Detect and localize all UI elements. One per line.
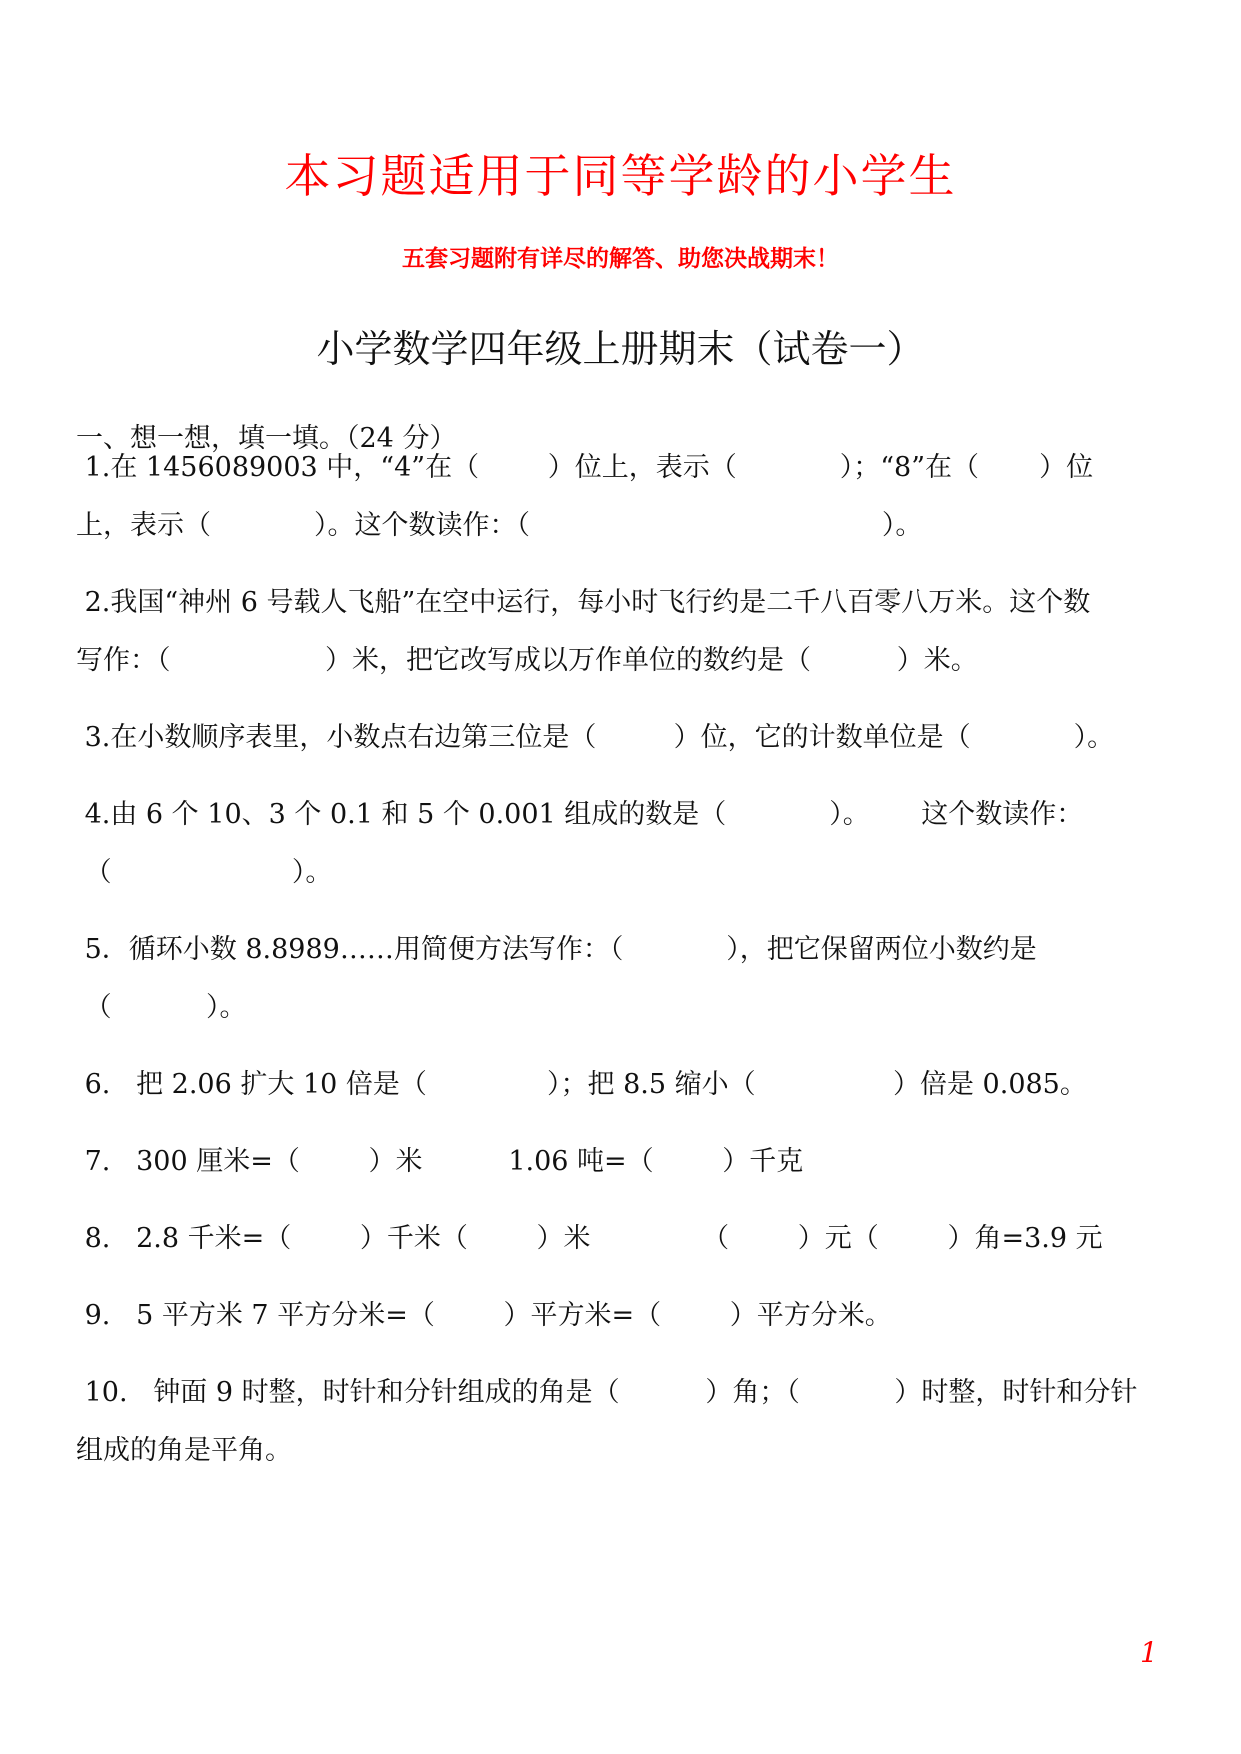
question-8-line-1: 8. 2.8 千米=（ ）千米（ ）米 （ ）元（ ）角=3.9 元 [76,1223,1103,1254]
question-5-line-1: 5．循环小数 8.8989……用简便方法写作：（ ），把它保留两位小数约是 [76,934,1037,965]
question-5-line-2: （ ）。 [76,992,247,1023]
exam-title: 小学数学四年级上册期末（试卷一） [316,327,925,371]
question-2-line-2: 写作：（ ）米，把它改写成以万作单位的数约是（ ）米。 [76,645,978,676]
question-1-line-2: 上，表示（ ）。这个数读作：（ ）。 [76,510,923,541]
page-number: 1 [1140,1636,1158,1669]
question-4-line-2: （ ）。 [76,857,333,888]
question-6-line-1: 6. 把 2.06 扩大 10 倍是（ ）；把 8.5 缩小（ ）倍是 0.085。 [76,1069,1087,1100]
question-2-line-1: 2.我国“神州 6 号载人飞船”在空中运行，每小时飞行约是二千八百零八万米。这个数 [76,587,1091,618]
question-9-line-1: 9. 5 平方米 7 平方分米=（ ）平方米=（ ）平方分米。 [76,1300,892,1331]
question-10-line-2: 组成的角是平角。 [76,1435,292,1466]
question-7-line-1: 7. 300 厘米=（ ）米 1.06 吨=（ ）千克 [76,1146,804,1177]
question-4-line-1: 4.由 6 个 10、3 个 0.1 和 5 个 0.001 组成的数是（ ）。 这个数读作： [76,799,1084,830]
banner-subtitle: 五套习题附有详尽的解答、助您决战期末！ [402,246,839,272]
question-3-line-1: 3.在小数顺序表里，小数点右边第三位是（ ）位，它的计数单位是（ ）。 [76,722,1115,753]
question-10-line-1: 10. 钟面 9 时整，时针和分针组成的角是（ ）角；（ ）时整，时针和分针 [76,1377,1138,1408]
section-heading: 一、想一想，填一填。（24 分） [76,423,457,454]
question-1-line-1: 1.在 1456089003 中，“4”在（ ）位上，表示（ ）；“8”在（ ）位 [76,452,1094,483]
banner-title: 本习题适用于同等学龄的小学生 [284,149,957,203]
